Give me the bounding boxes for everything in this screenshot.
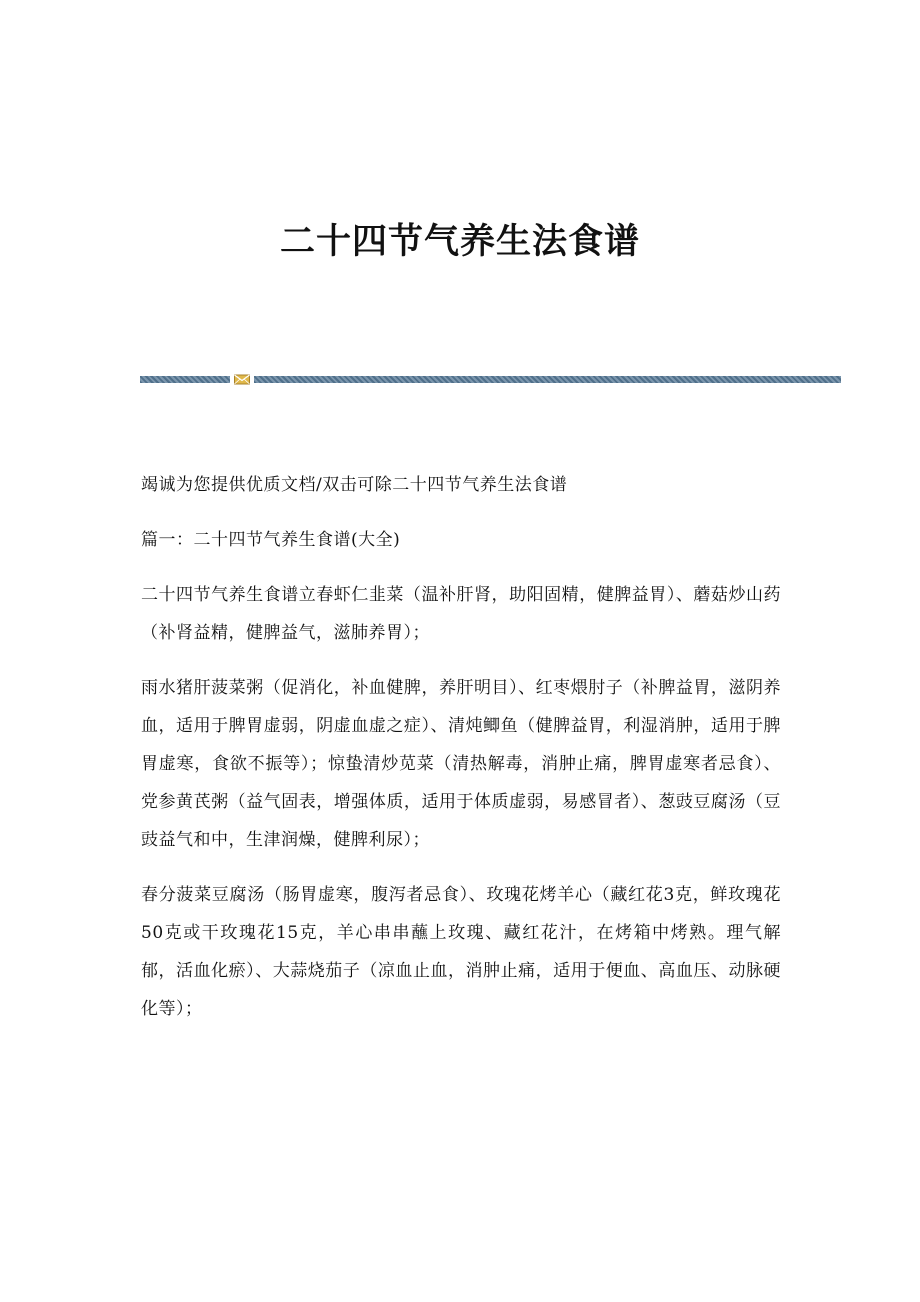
document-body bbox=[141, 466, 781, 1045]
title-divider bbox=[140, 374, 841, 386]
paragraph-intro: 竭诚为您提供优质文档/双击可除二十四节气养生法食谱 bbox=[141, 475, 568, 495]
divider-bar-right bbox=[254, 376, 841, 383]
document-title: 二十四节气养生法食谱 bbox=[279, 221, 640, 262]
paragraph-section-heading: 篇一：二十四节气养生食谱(大全) bbox=[141, 530, 401, 550]
divider-bar-left bbox=[140, 376, 230, 383]
envelope-emblem-icon bbox=[234, 374, 250, 385]
paragraph-lichun: 二十四节气养生食谱立春虾仁韭菜（温补肝肾，助阳固精，健脾益胃）、蘑菇炒山药（补肾益精，健脾益气，滋肺养胃）； bbox=[141, 585, 781, 643]
paragraph-chunfen: 春分菠菜豆腐汤（肠胃虚寒，腹泻者忌食）、玫瑰花烤羊心（藏红花3克，鲜玫瑰花50克或干玫瑰花15克，羊心串串蘸上玫瑰、藏红花汁，在烤箱中烤熟。理气解郁，活血化瘀）、大蒜烧茄子（凉血止血，消肿止痛，适用于便血、高血压、动脉硬化等）； bbox=[141, 885, 781, 1019]
paragraph-yushui-jingzhe: 雨水猪肝菠菜粥（促消化，补血健脾，养肝明目）、红枣煨肘子（补脾益胃，滋阴养血，适用于脾胃虚弱，阴虚血虚之症）、清炖鲫鱼（健脾益胃，利湿消肿，适用于脾胃虚寒，食欲不振等）；惊蛰清炒苋菜（清热解毒，消肿止痛，脾胃虚寒者忌食）、党参黄芪粥（益气固表，增强体质，适用于体质虚弱，易感冒者）、葱豉豆腐汤（豆豉益气和中，生津润燥，健脾利尿）； bbox=[141, 678, 781, 850]
